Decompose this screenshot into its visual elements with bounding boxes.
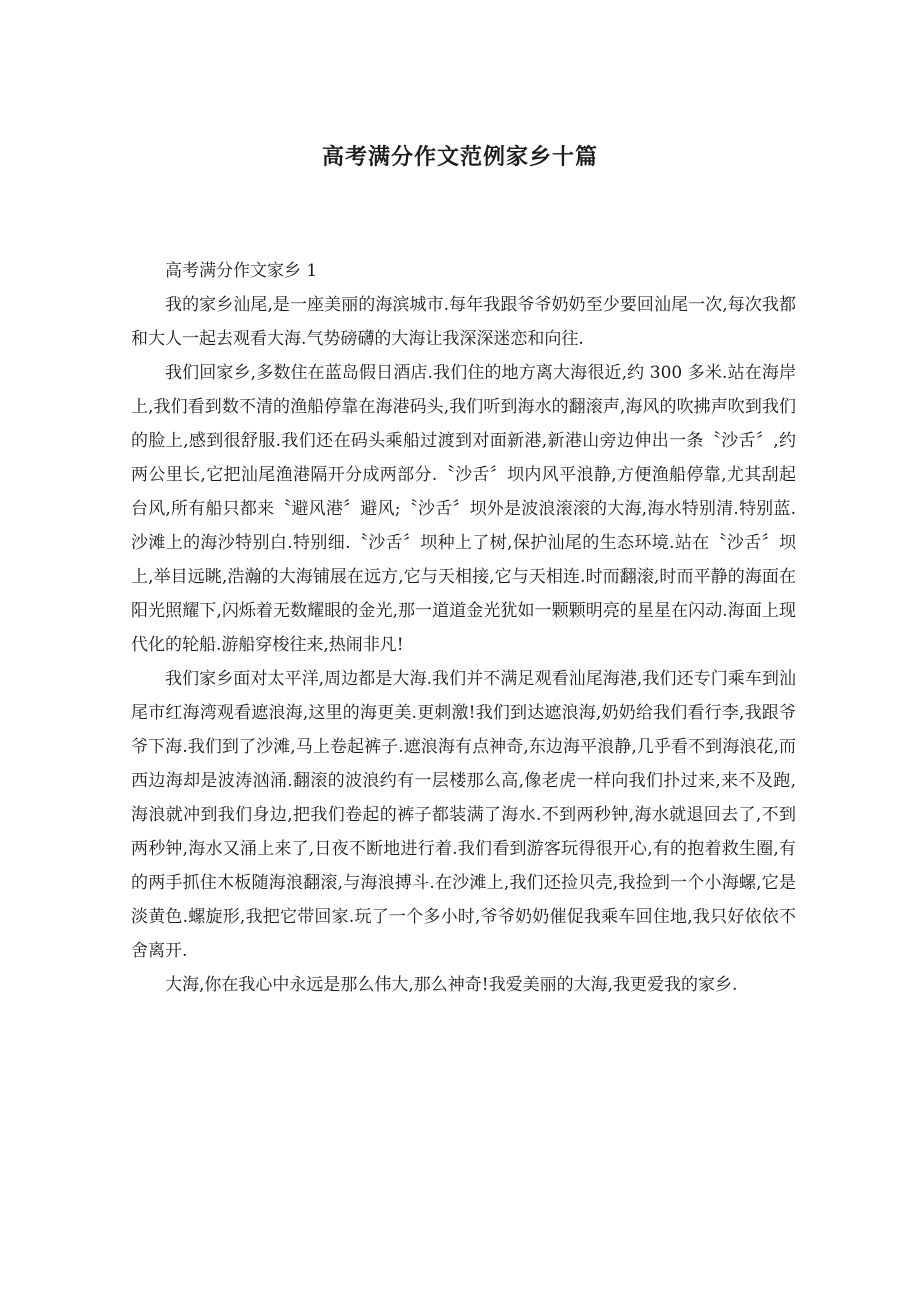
paragraph-1: 我的家乡汕尾,是一座美丽的海滨城市.每年我跟爷爷奶奶至少要回汕尾一次,每次我都和大人一起去观看大海.气势磅礴的大海让我深深迷恋和向往. — [131, 295, 796, 349]
paragraph-3: 我们家乡面对太平洋,周边都是大海.我们并不满足观看汕尾海港,我们还专门乘车到汕尾市红海湾观看遮浪海,这里的海更美.更刺激!我们到达遮浪海,奶奶给我们看行李,我跟爷爷下海.我们到了沙滩,马上卷起裤子.遮浪海有点神奇,东边海平浪静,几乎看不到海浪花,而西边海却是波涛汹涌.翻滚的波浪约有一层楼那么高,像老虎一样向我们扑过来,来不及跑,海浪就冲到我们身边,把我们卷起的裤子都装满了海水.不到两秒钟,海水就退回去了,不到两秒钟,海水又涌上来了,日夜不断地进行着.我们看到游客玩得很开心,有的抱着救生圈,有的两手抓住木板随海浪翻滚,与海浪搏斗.在沙滩上,我们还捡贝壳,我捡到一个小海螺,它是淡黄色.螺旋形,我把它带回家.玩了一个多小时,爷爷奶奶催促我乘车回住地,我只好依依不舍离开. — [131, 669, 796, 961]
section-heading: 高考满分作文家乡 1 — [165, 261, 318, 281]
paragraph-2: 我们回家乡,多数住在蓝岛假日酒店.我们住的地方离大海很近,约 300 多米.站在海岸上,我们看到数不清的渔船停靠在海港码头,我们听到海水的翻滚声,海风的吹拂声吹到我们的脸上,感到很舒服.我们还在码头乘船过渡到对面新港,新港山旁边伸出一条〝沙舌〞,约两公里长,它把汕尾渔港隔开分成两部分.〝沙舌〞坝内风平浪静,方便渔船停靠,尤其刮起台风,所有船只都来〝避风港〞避风;〝沙舌〞坝外是波浪滚滚的大海,海水特别清.特别蓝.沙滩上的海沙特别白.特别细.〝沙舌〞坝种上了树,保护汕尾的生态环境.站在〝沙舌〞坝上,举目远眺,浩瀚的大海铺展在远方,它与天相接,它与天相连.时而翻滚,时而平静的海面在阳光照耀下,闪烁着无数耀眼的金光,那一道道金光犹如一颗颗明亮的星星在闪动.海面上现代化的轮船.游船穿梭往来,热闹非凡! — [131, 363, 796, 655]
document-title: 高考满分作文范例家乡十篇 — [321, 144, 598, 170]
paragraph-4: 大海,你在我心中永远是那么伟大,那么神奇!我爱美丽的大海,我更爱我的家乡. — [165, 975, 738, 995]
document-body — [131, 254, 796, 1002]
